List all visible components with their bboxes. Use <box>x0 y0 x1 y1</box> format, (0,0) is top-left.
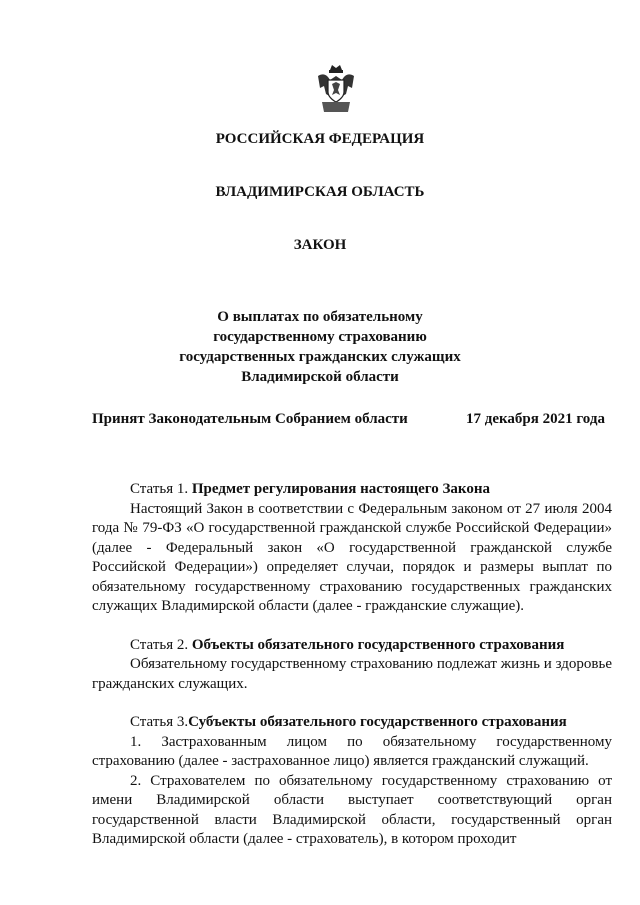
article-paragraph: 1. Застрахованным лицом по обязательному государственному страхованию (далее - застрахованное лицо) является гражданский служащий. <box>92 733 612 769</box>
law-title-line: государственному страхованию <box>213 329 427 345</box>
article-heading <box>92 480 612 500</box>
article-title: Предмет регулирования настоящего Закона <box>191 481 490 497</box>
adoption-date: 17 декабря 2021 года <box>466 411 605 427</box>
document-type-heading: ЗАКОН <box>293 237 347 253</box>
article-paragraph: Настоящий Закон в соответствии с Федеральным законом от 27 июля 2004 года № 79-ФЗ «О государственной гражданской службе Российской Федерации» (далее - Федеральный закон «О государственной гражданской службе Российской Федерации») определяет случаи, порядок и размеры выплат по обязательному государственному страхованию государственных гражданских служащих Владимирской области (далее - гражданские служащие). <box>92 500 612 614</box>
article-paragraph: 2. Страхователем по обязательному государственному страхованию от имени Владимирской области выступает соответствующий орган государственной власти Владимирской области, государственный орган Владимирской области (далее - страхователь), в котором проходит <box>92 772 612 847</box>
law-title-line: О выплатах по обязательному <box>217 309 423 325</box>
region-heading: ВЛАДИМИРСКАЯ ОБЛАСТЬ <box>215 184 425 200</box>
coat-of-arms-emblem <box>314 62 358 114</box>
article-title: Субъекты обязательного государственного страхования <box>188 714 567 730</box>
article-heading <box>92 636 612 656</box>
adopted-by: Принят Законодательным Собранием области <box>92 411 408 427</box>
law-title-line: Владимирской области <box>241 369 399 385</box>
law-title-line: государственных гражданских служащих <box>179 349 461 365</box>
article-number: Статья 1. <box>130 481 192 497</box>
article-heading <box>92 713 612 733</box>
law-title <box>0 307 640 387</box>
country-heading: РОССИЙСКАЯ ФЕДЕРАЦИЯ <box>215 131 425 147</box>
article-number: Статья 2. <box>130 636 192 653</box>
article-number: Статья 3. <box>130 714 189 730</box>
article-title: Объекты обязательного государственного страхования <box>191 636 565 653</box>
article-paragraph: Обязательному государственному страхованию подлежат жизнь и здоровье гражданских служащих. <box>92 656 612 692</box>
document-body <box>92 480 612 850</box>
